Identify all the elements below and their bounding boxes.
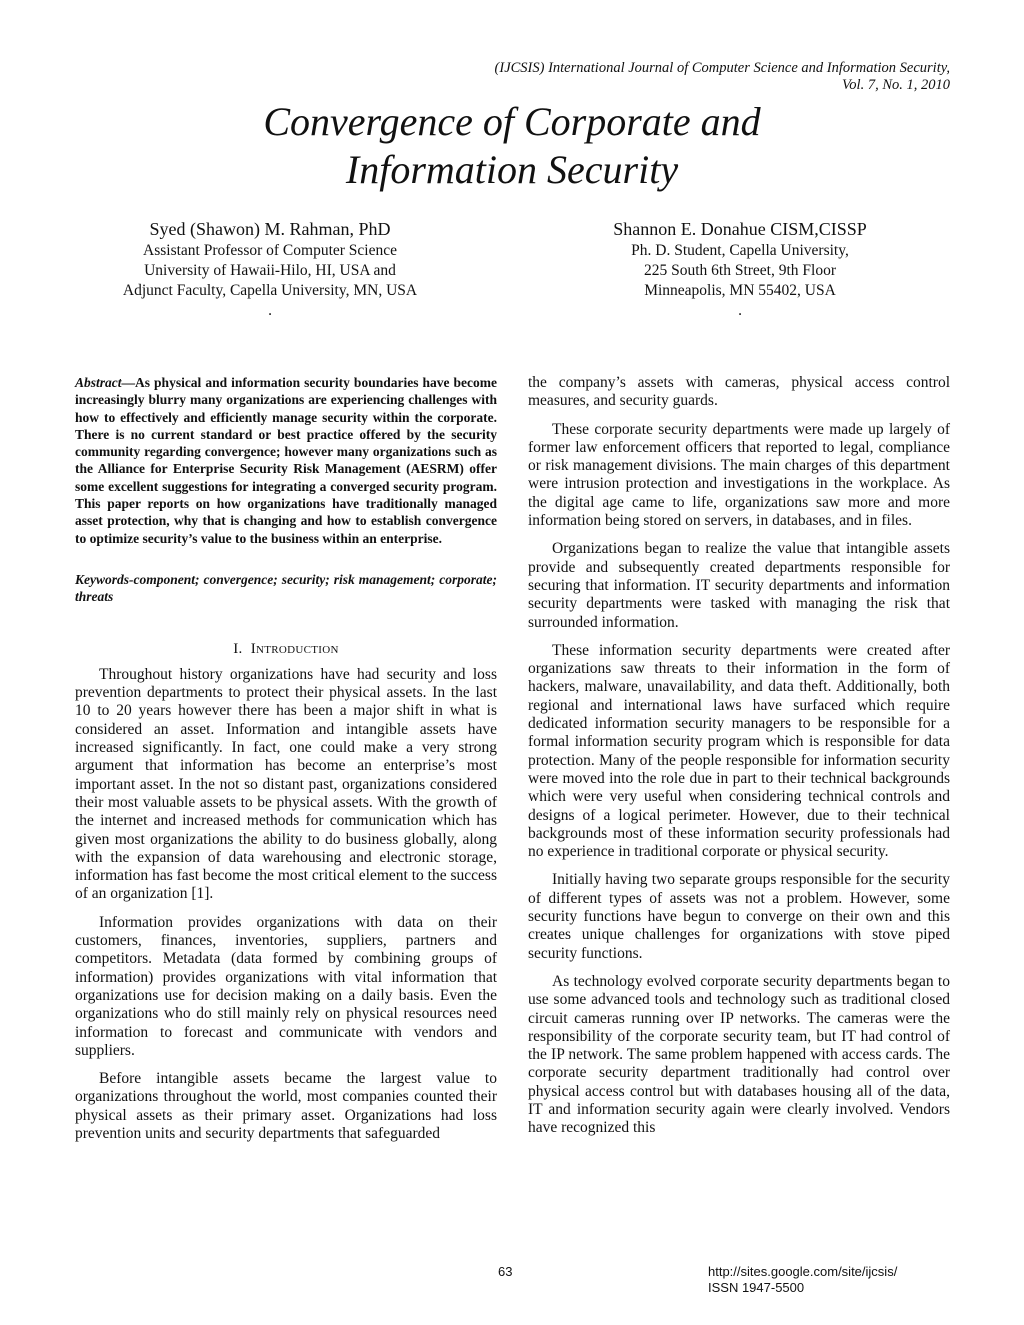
author-affiliation-line: Minneapolis, MN 55402, USA — [644, 282, 836, 299]
author-affiliation-line: 225 South 6th Street, 9th Floor — [643, 262, 837, 279]
section-heading — [75, 640, 497, 658]
abstract-text: —As physical and information security boundaries have become increasingly blurry many organizations are experiencing challenges with how to effectively and efficiently manage security within the corporate. There is no current standard or best practice offered by the security community regarding convergence; however many organizations such as the Alliance for Enterprise Security Risk Management (AESRM) offer some excellent suggestions for integrating a converged security program. This paper reports on how organizations have traditionally managed asset protection, why that is changing and how to establish convergence to optimize security’s value to the business within an enterprise. — [75, 375, 497, 546]
left-column — [75, 374, 497, 1153]
body-paragraph: These information security departments were created after organizations saw threats to their information in the form of hackers, malware, unavailability, and data theft. Additionally, both regional and international laws have surfaced which require dedicated information security managers to be responsible for a formal information security program which is responsible for data protection. Many of the people responsible for information security were moved into the role due in part to their technical backgrounds which were very useful when considering technical controls and designs of a logical perimeter. However, due to their technical backgrounds most of these information security professionals had no experience in traditional corporate or physical security. — [528, 641, 950, 861]
body-paragraph: Throughout history organizations have had security and loss prevention departments to protect their physical assets. In the last 10 to 20 years however there has been a major shift in what is considered an asset. Information and intangible assets have increased significantly. In fact, one could make a very strong argument that information has become an enterprise’s most important asset. In the not so distant past, organizations considered their most valuable assets to be physical assets. With the growth of the internet and increased methods for communication which has given most organizations the ability to do business globally, along with the expansion of data warehousing and electronic storage, information has fast become the most critical element to the success of an organization [1]. — [75, 665, 497, 903]
abstract — [75, 374, 497, 547]
paper-title — [0, 98, 1024, 194]
title-line-2: Information Security — [345, 147, 679, 192]
title-line-1: Convergence of Corporate and — [263, 99, 761, 144]
section-number: I. — [233, 640, 243, 657]
author-affiliation-dot: . — [738, 302, 742, 319]
author-block-2 — [560, 217, 920, 321]
body-paragraph: These corporate security departments were made up largely of former law enforcement officers that reported to legal, compliance or risk management divisions. The main charges of this department were intrusion protection and investigations in the workplace. As the digital age came to life, organizations saw more and more information being stored on servers, in databases, and in files. — [528, 420, 950, 530]
journal-volume: Vol. 7, No. 1, 2010 — [842, 77, 950, 93]
body-paragraph: As technology evolved corporate security departments began to use some advanced tools and technology such as traditional closed circuit cameras running over IP networks. The cameras were the responsibility of the corporate security team, but IT had control of the IP network. The same problem happened with access cards. The corporate security department traditionally had control over physical access control but with databases housing all of the data, IT and information security again were clearly involved. Vendors have recognized this — [528, 972, 950, 1137]
keywords: Keywords-component; convergence; security; risk management; corporate; threats — [75, 571, 497, 605]
author-block-1 — [90, 217, 450, 321]
author-affiliation-line: Assistant Professor of Computer Science — [143, 242, 397, 259]
footer-url: http://sites.google.com/site/ijcsis/ — [708, 1264, 898, 1279]
body-paragraph: Organizations began to realize the value that intangible assets provide and subsequently created departments responsible for securing that information. IT security departments and information security departments were tasked with managing the risk that surrounded information. — [528, 540, 950, 631]
footer-issn: ISSN 1947-5500 — [708, 1280, 805, 1295]
author-affiliation-line: Adjunct Faculty, Capella University, MN, USA — [122, 282, 418, 299]
section-title: Introduction — [250, 640, 339, 657]
journal-name: (IJCSIS) International Journal of Computer Science and Information Security, — [494, 60, 950, 76]
body-paragraph: Initially having two separate groups responsible for the security of different types of assets was not a problem. However, some security functions have begun to converge on their own and this creates unique challenges for organizations with stove piped security functions. — [528, 871, 950, 962]
author-affiliation-line: Ph. D. Student, Capella University, — [631, 242, 849, 259]
author-affiliation-line: University of Hawaii-Hilo, HI, USA and — [144, 262, 396, 279]
right-column — [528, 374, 950, 1148]
body-paragraph: Before intangible assets became the largest value to organizations throughout the world, most companies counted their physical assets as their primary asset. Organizations had loss prevention units and security departments that safeguarded — [75, 1070, 497, 1142]
journal-header — [495, 60, 950, 94]
author-name: Syed (Shawon) M. Rahman, PhD — [149, 219, 391, 239]
footer-info — [708, 1264, 897, 1296]
author-name: Shannon E. Donahue CISM,CISSP — [613, 219, 867, 239]
page-number: 63 — [498, 1264, 513, 1279]
body-paragraph: the company’s assets with cameras, physical access control measures, and security guards. — [528, 374, 950, 410]
author-affiliation-dot: . — [268, 302, 272, 319]
body-paragraph: Information provides organizations with data on their customers, finances, inventories, suppliers, partners and competitors. Metadata (data formed by combining groups of information) provides organizations with vital information that organizations use for decision making on a daily basis. Even the organizations who do still mainly rely on physical resources need information to forecast and communicate with vendors and suppliers. — [75, 913, 497, 1059]
abstract-label: Abstract — [75, 375, 122, 390]
